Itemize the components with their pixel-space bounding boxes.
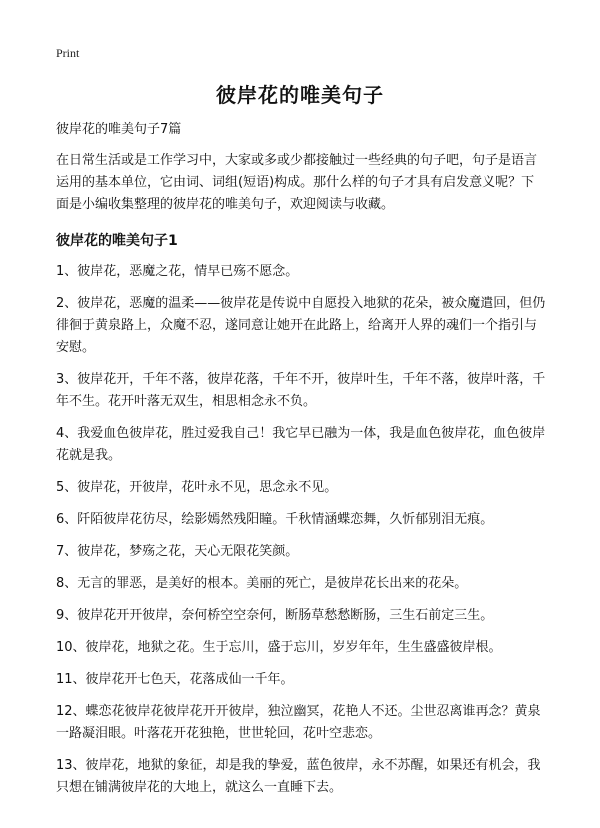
print-link[interactable]: Print bbox=[56, 46, 80, 60]
sentence-item: 4、我爱血色彼岸花，胜过爱我自己！我它早已融为一体，我是血色彼岸花，血色彼岸花就是我。 bbox=[56, 426, 546, 463]
sentence-item: 3、彼岸花开，千年不落，彼岸花落，千年不开，彼岸叶生，千年不落，彼岸叶落，千年不生。花开叶落无双生，相思相念永不负。 bbox=[56, 372, 546, 409]
intro-paragraph: 在日常生活或是工作学习中，大家或多或少都接触过一些经典的句子吧，句子是语言运用的基本单位，它由词、词组(短语)构成。那什么样的句子才具有启发意义呢？下面是小编收集整理的彼岸花的唯美句子，欢迎阅读与收藏。 bbox=[56, 153, 538, 212]
sentence-item: 1、彼岸花，恶魔之花，情早已殇不愿念。 bbox=[56, 264, 299, 279]
sentence-item: 9、彼岸花开开彼岸，奈何桥空空奈何，断肠草愁愁断肠，三生石前定三生。 bbox=[56, 608, 494, 623]
article-subtitle: 彼岸花的唯美句子7篇 bbox=[56, 122, 182, 137]
section-heading: 彼岸花的唯美句子1 bbox=[56, 233, 178, 249]
sentence-item: 5、彼岸花，开彼岸，花叶永不见，思念永不见。 bbox=[56, 480, 338, 495]
sentence-item: 13、彼岸花，地狱的象征，却是我的挚爱，蓝色彼岸，永不苏醒，如果还有机会，我只想在铺满彼岸花的大地上，就这么一直睡下去。 bbox=[56, 758, 541, 795]
article-body bbox=[56, 119, 546, 809]
sentence-item: 6、阡陌彼岸花彷尽，绘影嫣然残阳瞳。千秋情涵蝶恋舞，久忻郁别泪无痕。 bbox=[56, 512, 494, 527]
sentence-item: 2、彼岸花，恶魔的温柔——彼岸花是传说中自愿投入地狱的花朵，被众魔遣回，但仍徘徊于黄泉路上，众魔不忍，遂同意让她开在此路上，给离开人界的魂们一个指引与安慰。 bbox=[56, 296, 546, 355]
sentence-item: 8、无言的罪恶，是美好的根本。美丽的死亡，是彼岸花长出来的花朵。 bbox=[56, 576, 468, 591]
sentence-item: 12、蝶恋花彼岸花彼岸花开开彼岸，独泣幽冥，花艳人不还。尘世忍离谁再念？黄泉一路凝泪眼。叶落花开花独艳，世世轮回，花叶空悲恋。 bbox=[56, 704, 541, 741]
sentence-item: 7、彼岸花，梦殇之花，天心无限花笑颜。 bbox=[56, 544, 299, 559]
sentence-item: 11、彼岸花开七色天，花落成仙一千年。 bbox=[56, 672, 294, 687]
page-title: 彼岸花的唯美句子 bbox=[216, 83, 384, 107]
sentence-item: 10、彼岸花，地狱之花。生于忘川，盛于忘川，岁岁年年，生生盛盛彼岸根。 bbox=[56, 640, 502, 655]
